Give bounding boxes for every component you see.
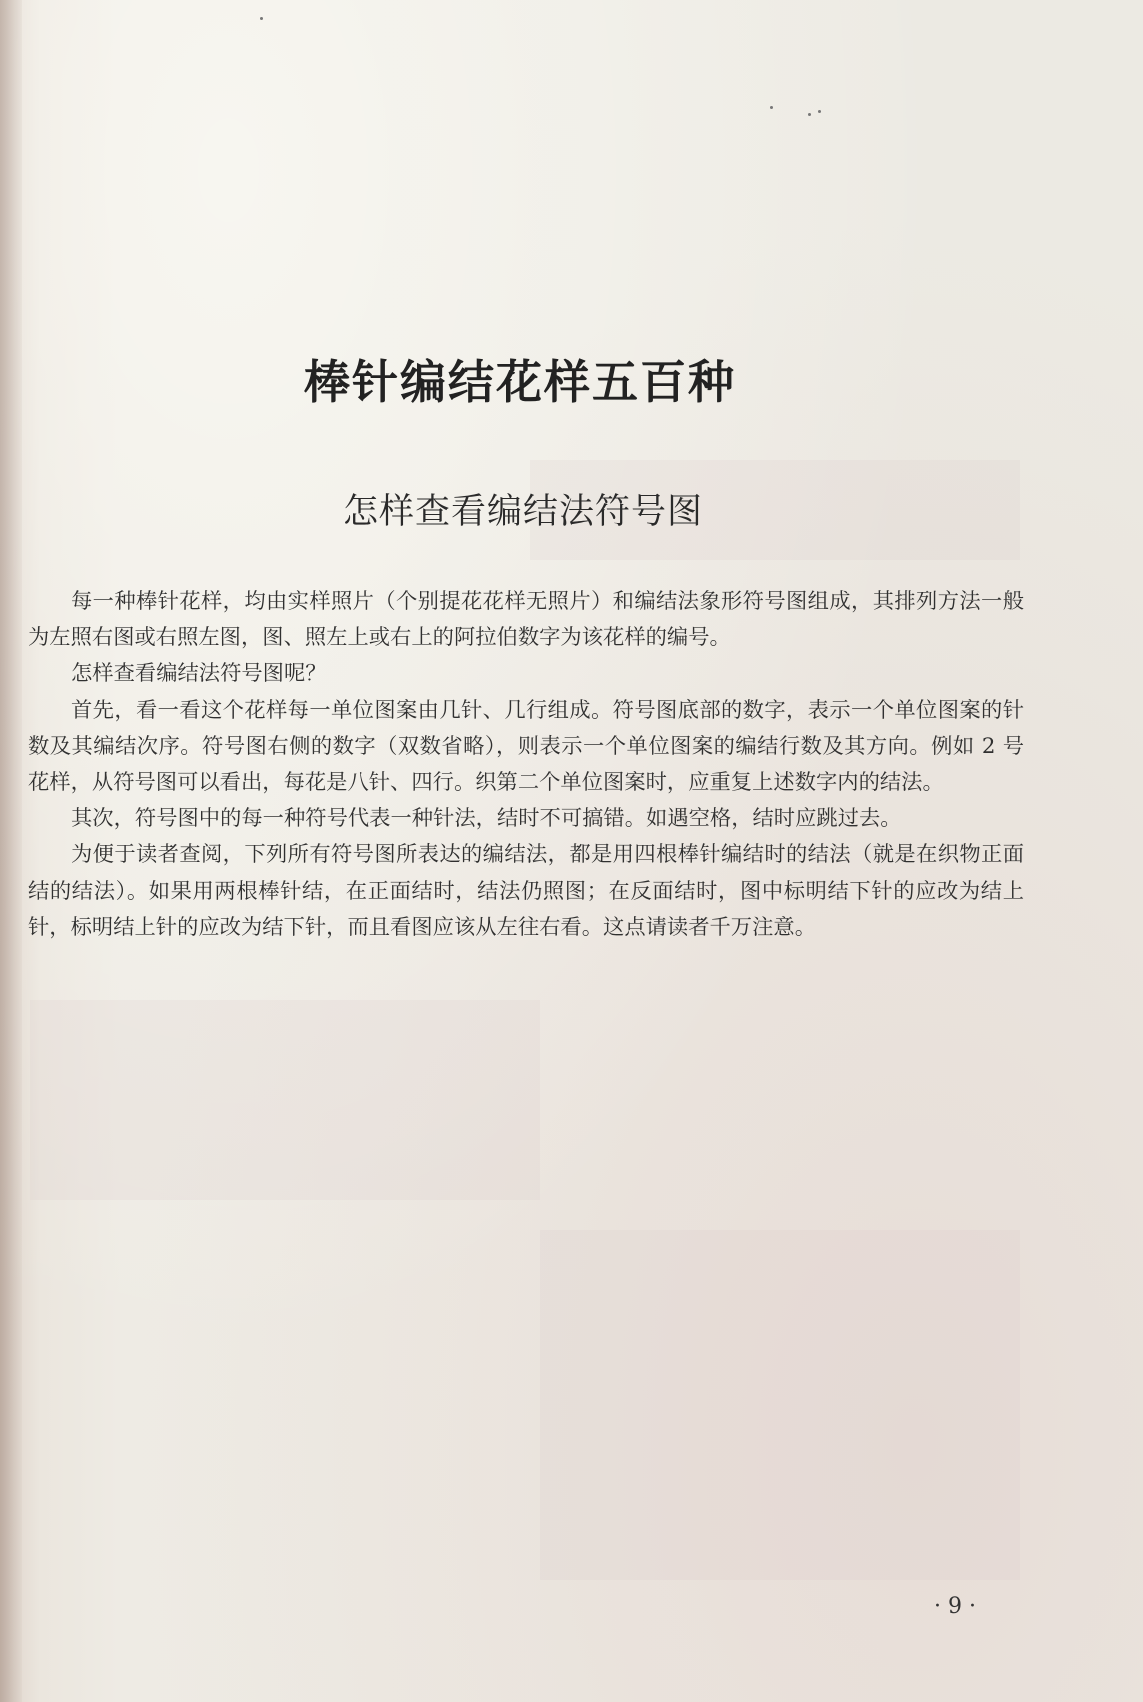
paragraph: 为便于读者查阅，下列所有符号图所表达的编结法，都是用四根棒针编结时的结法（就是在织物正面结的结法）。如果用两根棒针结，在正面结时，结法仍照图；在反面结时，图中标明结下针的应改为结上针，标明结上针的应改为结下针，而且看图应该从左往右看。这点请读者千万注意。 — [28, 842, 1024, 940]
speck — [260, 17, 263, 20]
paragraph: 每一种棒针花样，均由实样照片（个别提花花样无照片）和编结法象形符号图组成，其排列方法一般为左照右图或右照左图，图、照左上或右上的阿拉伯数字为该花样的编号。 — [28, 589, 1024, 651]
speck — [818, 110, 821, 113]
page-number: · 9 · — [934, 1594, 976, 1619]
book-title: 棒针编结花样五百种 — [304, 355, 736, 409]
paragraph: 其次，符号图中的每一种符号代表一种针法，结时不可搞错。如遇空格，结时应跳过去。 — [71, 806, 902, 832]
body-text — [28, 584, 1024, 946]
speck — [808, 113, 811, 116]
speck — [770, 106, 773, 109]
show-through-shade — [540, 1230, 1020, 1580]
paragraph: 首先，看一看这个花样每一单位图案由几针、几行组成。符号图底部的数字，表示一个单位图案的针数及其编结次序。符号图右侧的数字（双数省略），则表示一个单位图案的编结行数及其方向。例如 2 号花样，从符号图可以看出，每花是八针、四行。织第二个单位图案时，应重复上述数字内的结法。 — [28, 697, 1024, 796]
page-spine-shadow — [0, 0, 22, 1702]
paragraph: 怎样查看编结法符号图呢？ — [71, 661, 327, 687]
section-title: 怎样查看编结法符号图 — [342, 492, 703, 532]
show-through-shade — [30, 1000, 540, 1200]
